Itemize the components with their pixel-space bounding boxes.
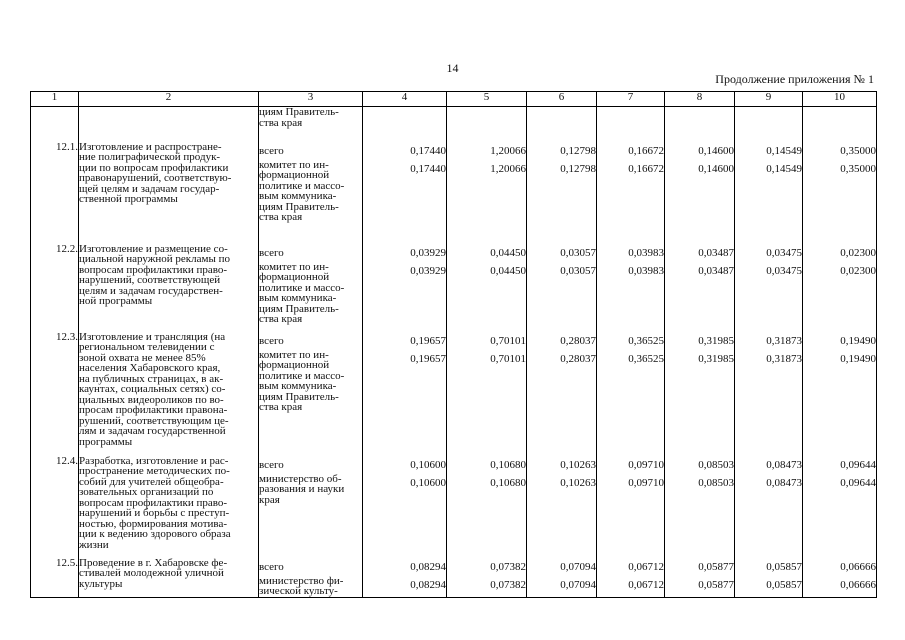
value-cell — [447, 244, 527, 332]
text-line: вым коммуника- — [259, 380, 337, 392]
text-line: программы — [79, 435, 133, 448]
executor-value: 0,19490 — [840, 352, 876, 365]
executor-value: 0,08294 — [410, 578, 446, 591]
value-cell — [447, 142, 527, 244]
total-value: 0,12798 — [560, 144, 596, 157]
text-line: ственной программы — [79, 193, 178, 205]
text-line: комитет по ин- — [259, 158, 329, 171]
total-value: 0,08503 — [698, 458, 734, 471]
total-value: 0,31985 — [698, 334, 734, 347]
value-cell — [597, 332, 665, 456]
measure-name — [79, 558, 259, 598]
value-cell — [447, 456, 527, 558]
value-cell — [735, 244, 803, 332]
text-line: формационной — [259, 271, 330, 283]
value-cell — [803, 244, 877, 332]
table-row — [31, 142, 877, 244]
col-header-5: 5 — [447, 92, 527, 107]
text-line: Изготовление и размещение со- — [79, 242, 228, 255]
measure-name — [79, 244, 259, 332]
col-header-2: 2 — [79, 92, 259, 107]
text-line: лям и задачам государственной — [79, 425, 226, 437]
value-cell — [665, 558, 735, 598]
text-line: ства края — [259, 313, 303, 325]
total-value: 0,19657 — [410, 334, 446, 347]
text-line: края — [259, 493, 280, 506]
text-line: зической культу- — [259, 585, 338, 597]
total-label: всего — [259, 246, 284, 259]
table-row — [31, 244, 877, 332]
value-cell — [363, 558, 447, 598]
executor-value: 0,17440 — [410, 162, 446, 175]
total-label: всего — [259, 144, 284, 157]
value-cell — [803, 456, 877, 558]
text-line: министерство фи- — [259, 574, 344, 587]
total-value: 0,04450 — [490, 246, 526, 259]
text-line: культуры — [79, 577, 123, 590]
text-line: вопросам профилактики право- — [79, 263, 228, 276]
text-line: министерство об- — [259, 472, 342, 485]
total-value: 0,36525 — [628, 334, 664, 347]
text-line: ции к ведению здорового образа — [79, 528, 231, 540]
row-number: 12.1. — [31, 142, 79, 244]
executor-value: 1,20066 — [490, 162, 526, 175]
text-line: вым коммуника- — [259, 190, 337, 202]
executor-value: 0,09710 — [628, 476, 664, 489]
measure-name — [79, 142, 259, 244]
text-line: зоной охвата не менее 85% — [79, 351, 206, 364]
responsible-executor — [259, 558, 363, 598]
executor-value: 0,03929 — [410, 264, 446, 277]
total-value: 0,05877 — [698, 560, 734, 573]
text-line: рушений, соответствующим це- — [79, 414, 229, 427]
total-value: 0,19490 — [840, 334, 876, 347]
executor-value: 0,28037 — [560, 352, 596, 365]
total-value: 0,03983 — [628, 246, 664, 259]
responsible-executor — [259, 456, 363, 558]
total-value: 0,09644 — [840, 458, 876, 471]
value-cell — [803, 332, 877, 456]
executor-value: 0,06712 — [628, 578, 664, 591]
text-line: циям Правитель- — [259, 200, 339, 213]
text-line: жизни — [79, 538, 109, 551]
text-line: циальных видеороликов по во- — [79, 393, 224, 406]
text-line: вым коммуника- — [259, 292, 337, 304]
col-header-8: 8 — [665, 92, 735, 107]
executor-value: 0,09644 — [840, 476, 876, 489]
executor-value: 0,35000 — [840, 162, 876, 175]
responsible-executor — [259, 142, 363, 244]
text-line: формационной — [259, 169, 330, 181]
executor-value: 0,03057 — [560, 264, 596, 277]
value-cell — [665, 142, 735, 244]
total-value: 0,08294 — [410, 560, 446, 573]
executor-value: 0,31985 — [698, 352, 734, 365]
carry-over-row — [31, 107, 877, 142]
total-value: 0,07094 — [560, 560, 596, 573]
value-cell — [803, 558, 877, 598]
total-value: 0,08473 — [766, 458, 802, 471]
text-line: вопросам профилактики право- — [79, 496, 228, 509]
text-line: политике и массо- — [259, 179, 345, 192]
text-line: зовательных организаций по — [79, 486, 214, 498]
text-line: Изготовление и трансляция (на — [79, 330, 226, 343]
executor-value: 0,14600 — [698, 162, 734, 175]
text-line: формационной — [259, 359, 330, 371]
text-line: политике и массо- — [259, 281, 345, 294]
value-cell — [735, 558, 803, 598]
text-line: разования и науки — [259, 483, 345, 495]
text-line: просам профилактики правона- — [79, 404, 228, 416]
table-row — [31, 332, 877, 456]
text-line: Разработка, изготовление и рас- — [79, 454, 229, 467]
text-line: Изготовление и распростране- — [79, 140, 222, 153]
row-number: 12.3. — [31, 332, 79, 456]
value-cell — [665, 456, 735, 558]
text-line: циям Правитель- — [259, 390, 339, 403]
total-value: 0,16672 — [628, 144, 664, 157]
text-line: циям Правитель- — [259, 302, 339, 315]
continuation-label: Продолжение приложения № 1 — [715, 72, 874, 86]
total-value: 0,03475 — [766, 246, 802, 259]
col-header-7: 7 — [597, 92, 665, 107]
text-line: комитет по ин- — [259, 348, 329, 361]
value-cell — [665, 244, 735, 332]
value-cell — [363, 456, 447, 558]
text-line: региональном телевидении с — [79, 341, 215, 353]
total-label: всего — [259, 334, 284, 347]
text-line: циям Правитель- — [259, 106, 339, 118]
text-line: ностью, формирования мотива- — [79, 517, 228, 530]
total-value: 0,70101 — [490, 334, 526, 347]
header-row — [31, 92, 877, 107]
text-line: каунтах, социальных сетях) со- — [79, 383, 226, 395]
total-value: 0,10600 — [410, 458, 446, 471]
total-value: 0,02300 — [840, 246, 876, 259]
total-label: всего — [259, 560, 284, 573]
value-cell — [527, 558, 597, 598]
value-cell — [527, 456, 597, 558]
value-cell — [597, 244, 665, 332]
total-value: 0,09710 — [628, 458, 664, 471]
executor-value: 0,03487 — [698, 264, 734, 277]
total-value: 0,14549 — [766, 144, 802, 157]
text-line: политике и массо- — [259, 369, 345, 382]
executor-value: 0,19657 — [410, 352, 446, 365]
text-line: циальной наружной рекламы по — [79, 253, 230, 265]
text-line: населения Хабаровского края, — [79, 362, 221, 374]
value-cell — [527, 244, 597, 332]
value-cell — [527, 142, 597, 244]
text-line: Проведение в г. Хабаровске фе- — [79, 556, 228, 569]
executor-value: 0,16672 — [628, 162, 664, 175]
value-cell — [735, 456, 803, 558]
executor-value: 0,07382 — [490, 578, 526, 591]
executor-value: 0,06666 — [840, 578, 876, 591]
value-cell — [363, 332, 447, 456]
value-cell — [735, 142, 803, 244]
text-line: ции по вопросам профилактики — [79, 161, 229, 174]
total-value: 0,03487 — [698, 246, 734, 259]
total-value: 0,10263 — [560, 458, 596, 471]
executor-value: 0,08473 — [766, 476, 802, 489]
executor-value: 0,04450 — [490, 264, 526, 277]
text-line: щей целям и задачам государ- — [79, 182, 220, 195]
total-value: 0,06666 — [840, 560, 876, 573]
executor-value: 0,31873 — [766, 352, 802, 365]
executor-value: 0,10600 — [410, 476, 446, 489]
value-cell — [803, 142, 877, 244]
text-line: ства края — [259, 116, 303, 129]
value-cell — [447, 558, 527, 598]
total-value: 0,14600 — [698, 144, 734, 157]
executor-value: 0,08503 — [698, 476, 734, 489]
value-cell — [363, 142, 447, 244]
appendix-table — [30, 91, 877, 598]
executor-value: 0,36525 — [628, 352, 664, 365]
value-cell — [527, 332, 597, 456]
executor-value: 0,07094 — [560, 578, 596, 591]
total-value: 1,20066 — [490, 144, 526, 157]
text-line: ной программы — [79, 295, 153, 307]
executor-value: 0,10680 — [490, 476, 526, 489]
col-header-6: 6 — [527, 92, 597, 107]
value-cell — [447, 332, 527, 456]
executor-value: 0,03475 — [766, 264, 802, 277]
text-line: собий для учителей общеобра- — [79, 475, 224, 488]
total-value: 0,05857 — [766, 560, 802, 573]
responsible-executor — [259, 332, 363, 456]
col-header-3: 3 — [259, 92, 363, 107]
total-label: всего — [259, 458, 284, 471]
executor-value: 0,02300 — [840, 264, 876, 277]
col-header-4: 4 — [363, 92, 447, 107]
total-value: 0,31873 — [766, 334, 802, 347]
row-number: 12.4. — [31, 456, 79, 558]
value-cell — [735, 332, 803, 456]
col-header-9: 9 — [735, 92, 803, 107]
text-line: нарушений, соответствующей — [79, 274, 221, 286]
text-line: правонарушений, соответствую- — [79, 172, 232, 184]
total-value: 0,35000 — [840, 144, 876, 157]
executor-value: 0,70101 — [490, 352, 526, 365]
total-value: 0,03929 — [410, 246, 446, 259]
table-row — [31, 558, 877, 598]
total-value: 0,03057 — [560, 246, 596, 259]
text-line: нарушений и борьбы с преступ- — [79, 507, 230, 519]
table-row — [31, 456, 877, 558]
col-header-1: 1 — [31, 92, 79, 107]
executor-value: 0,14549 — [766, 162, 802, 175]
value-cell — [665, 332, 735, 456]
total-value: 0,06712 — [628, 560, 664, 573]
value-cell — [597, 142, 665, 244]
text-line: на публичных страницах, в ак- — [79, 372, 224, 385]
total-value: 0,28037 — [560, 334, 596, 347]
total-value: 0,17440 — [410, 144, 446, 157]
responsible-executor — [259, 244, 363, 332]
executor-value: 0,10263 — [560, 476, 596, 489]
text-line: ние полиграфической продук- — [79, 151, 221, 163]
text-line: комитет по ин- — [259, 260, 329, 273]
text-line: ства края — [259, 401, 303, 413]
total-value: 0,10680 — [490, 458, 526, 471]
measure-name — [79, 332, 259, 456]
executor-value: 0,03983 — [628, 264, 664, 277]
total-value: 0,07382 — [490, 560, 526, 573]
value-cell — [363, 244, 447, 332]
text-line: стивалей молодежной уличной — [79, 567, 224, 579]
text-line: целям и задачам государствен- — [79, 284, 223, 297]
executor-value: 0,05877 — [698, 578, 734, 591]
text-line: ства края — [259, 211, 303, 223]
col-header-10: 10 — [803, 92, 877, 107]
executor-value: 0,05857 — [766, 578, 802, 591]
measure-name — [79, 456, 259, 558]
text-line: пространение методических по- — [79, 465, 230, 477]
executor-value: 0,12798 — [560, 162, 596, 175]
page-number: 14 — [446, 61, 459, 75]
carry-over-responsible — [259, 107, 363, 142]
row-number: 12.5. — [31, 558, 79, 598]
row-number: 12.2. — [31, 244, 79, 332]
value-cell — [597, 558, 665, 598]
value-cell — [597, 456, 665, 558]
